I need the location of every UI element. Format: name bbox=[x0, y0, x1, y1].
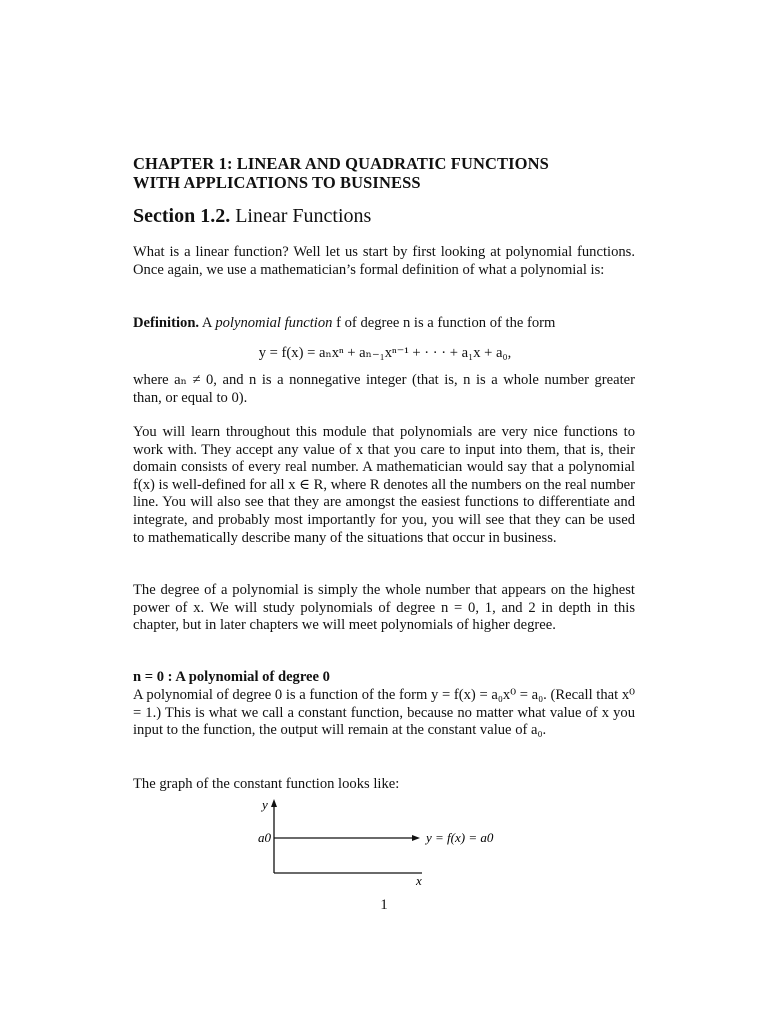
intro-paragraph: What is a linear function? Well let us start by first looking at polynomial functions. Once again, we use a mathematician’s formal definition of what a polynomial is: bbox=[133, 244, 635, 278]
paragraph-nice-functions: You will learn throughout this module that polynomials are very nice functions to work with. They accept any value of x that you care to input into them, that is, their domain consists of every real number. A mathematician would say that a polynomial f(x) is well-defined for all x ∈ R, where R denotes all the numbers on the real number line. You will also see that they are amongst the easiest functions to differentiate and integrate, and probably most importantly for you, you will see that they can be used to mathematically describe many of the situations that occur in business. bbox=[133, 424, 635, 546]
function-label: y = f(x) = a0 bbox=[426, 830, 494, 845]
constant-function-graph bbox=[250, 796, 550, 892]
definition-text-before: A bbox=[201, 315, 212, 331]
page-number: 1 bbox=[380, 897, 388, 913]
paragraph-degree: The degree of a polynomial is simply the whole number that appears on the highest power of x. We will study polynomials of degree n = 0, 1, and 2 in depth in this chapter, but in later chapters we will meet polynomials of higher degree. bbox=[133, 582, 635, 634]
subsection-heading: n = 0 : A polynomial of degree 0 bbox=[133, 669, 330, 685]
polynomial-equation: y = f(x) = aₙxⁿ + aₙ₋₁xⁿ⁻¹ + · · · + a₁x + a₀, bbox=[258, 345, 512, 361]
definition-term: polynomial function bbox=[215, 315, 333, 331]
x-axis-label: x bbox=[416, 873, 422, 888]
constant-line-arrow bbox=[412, 835, 420, 841]
definition-text-after: f of degree n is a function of the form bbox=[336, 315, 556, 331]
section-number: Section 1.2. bbox=[133, 205, 231, 227]
chapter-title bbox=[133, 154, 673, 192]
section-heading bbox=[133, 204, 371, 228]
paragraph-degree-zero: A polynomial of degree 0 is a function of the form y = f(x) = a₀x⁰ = a₀. (Recall that x⁰ = 1.) This is what we call a constant function, because no matter what value of x you input to the function, the output will remain at the constant value of a₀. bbox=[133, 687, 635, 739]
level-label: a0 bbox=[258, 830, 271, 845]
definition-line bbox=[133, 315, 635, 333]
chapter-title-line1: CHAPTER 1: LINEAR AND QUADRATIC FUNCTIONS bbox=[133, 154, 549, 173]
definition-condition: where aₙ ≠ 0, and n is a nonnegative integer (that is, n is a whole number greater than, or equal to 0). bbox=[133, 372, 635, 406]
section-title: Linear Functions bbox=[235, 205, 372, 227]
y-axis-label: y bbox=[262, 797, 268, 812]
chapter-title-line2: WITH APPLICATIONS TO BUSINESS bbox=[133, 173, 421, 192]
definition-label: Definition. bbox=[133, 315, 200, 331]
y-axis-arrow bbox=[271, 799, 277, 807]
graph-intro: The graph of the constant function looks like: bbox=[133, 776, 400, 792]
